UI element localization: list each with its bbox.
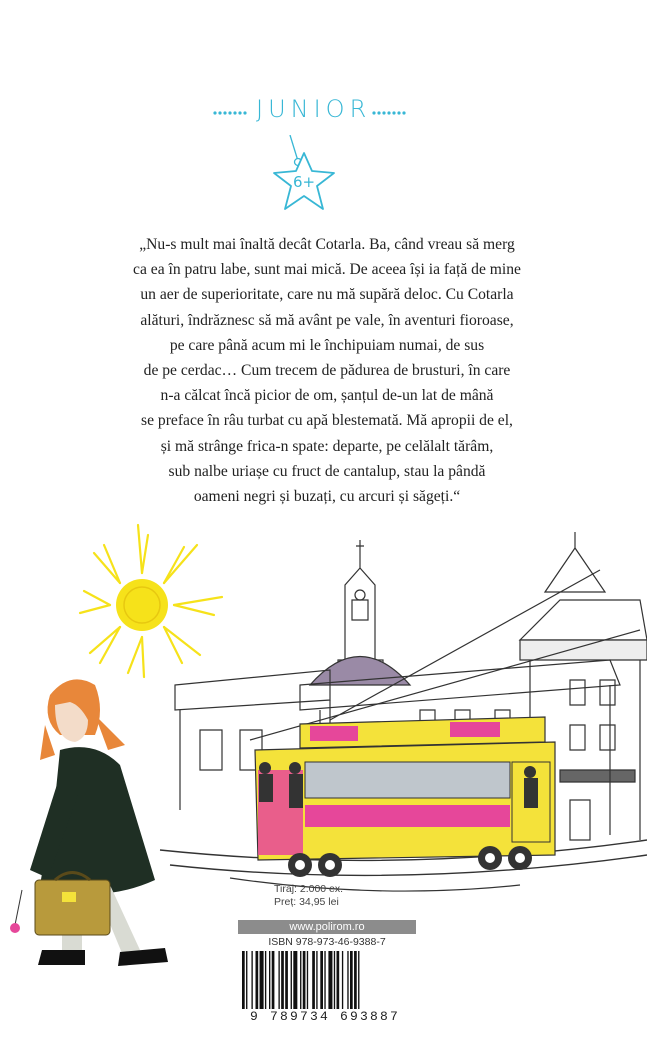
- blurb-line: pe care până acum mi le închipuiam numai, de sus: [169, 336, 485, 354]
- barcode-digits: 9 789734 693887: [249, 1009, 401, 1024]
- series-dots-right: [370, 108, 420, 118]
- price: Preț: 34,95 lei: [274, 896, 339, 908]
- blurb-line: se preface în râu turbat cu apă blestemată. Mă apropii de el,: [141, 412, 513, 430]
- blurb-line: de pe cerdac… Cum trecem de pădurea de brusturi, în care: [143, 362, 511, 380]
- series-title: JUNIOR: [256, 95, 372, 123]
- barcode-icon: [238, 951, 416, 1009]
- blurb-line: sub nalbe uriașe cu fruct de cantalup, stau la pândă: [168, 462, 486, 480]
- tram-illustration: [255, 717, 555, 877]
- series-logo: [210, 95, 370, 135]
- blurb-line: ca ea în patru labe, sunt mai mică. De aceea își ia față de mine: [133, 261, 521, 279]
- sun-icon: [80, 525, 222, 677]
- blurb-line: un aer de superioritate, care nu mă supără deloc. Cu Cotarla: [140, 286, 514, 304]
- book-blurb: [92, 232, 562, 509]
- publisher-website[interactable]: www.polirom.ro: [238, 920, 416, 934]
- print-run: Tiraj: 2.000 ex.: [274, 883, 344, 895]
- imprint-info: [262, 883, 402, 909]
- blurb-line: alături, îndrăznesc să mă avânt pe vale, în aventuri fioroase,: [140, 311, 514, 329]
- isbn-label: ISBN 978-973-46-9388-7: [268, 936, 386, 948]
- blurb-line: și mă strânge frica-n spate: departe, pe celălalt tărâm,: [160, 437, 494, 455]
- blurb-line: n-a călcat încă picior de om, șanțul de-un lat de mână: [160, 387, 494, 405]
- blurb-line: oameni negri și buzați, cu arcuri și săgeți.“: [193, 488, 461, 506]
- blurb-line: „Nu-s mult mai înaltă decât Cotarla. Ba, când vreau să merg: [139, 236, 515, 253]
- age-rating: 6+: [293, 173, 316, 191]
- girl-illustration: [10, 679, 168, 966]
